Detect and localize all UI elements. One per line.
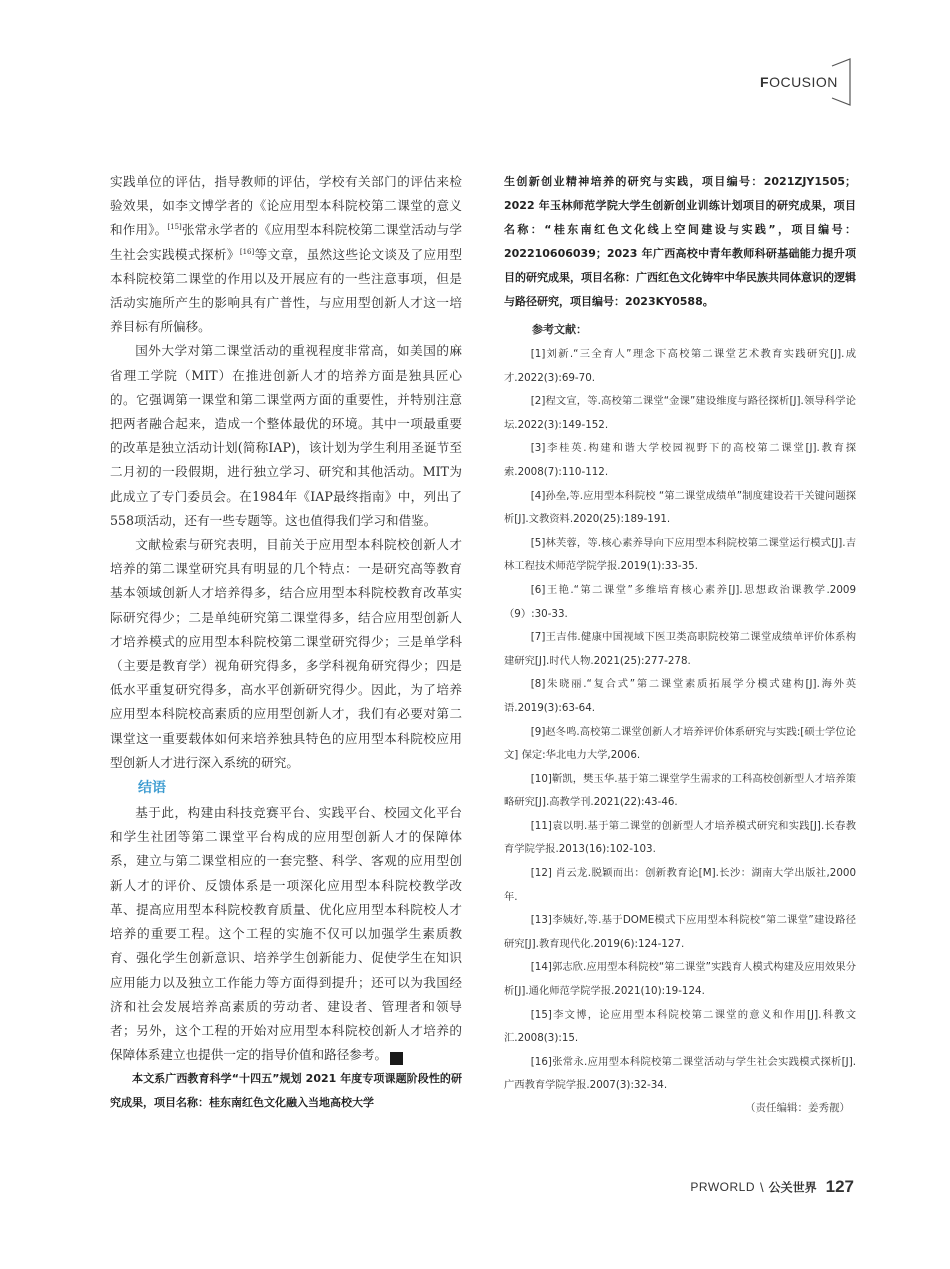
- reference-item: [2]程文宣，等.高校第二课堂“金课”建设维度与路径探析[J].领导科学论坛.2022(3):149-152.: [504, 395, 856, 431]
- pr-end-mark-icon: PR: [390, 1052, 403, 1065]
- paragraph: 国外大学对第二课堂活动的重视程度非常高，如美国的麻省理工学院（MIT）在推进创新人才的培养方面是独具匠心的。它强调第一课堂和第二课堂两方面的重要性，并特别注意把两者融合起来，造成一个整体最优的环境。其中一项最重要的改革是独立活动计划(简称IAP)，该计划为学生利用圣诞节至二月初的一段假期，进行独立学习、研究和其他活动。MIT为此成立了专门委员会。在1984年《IAP最终指南》中，列出了558项活动，还有一些专题等。这也值得我们学习和借鉴。: [110, 343, 462, 528]
- reference-item: [14]郭志欣.应用型本科院校“第二课堂”实践育人模式构建及应用效果分析[J].通化师范学院学报.2021(10):19-124.: [504, 961, 856, 998]
- right-column: [504, 170, 856, 1115]
- footer-brand: PRWORLD: [690, 1180, 755, 1194]
- reference-item: [1]刘新.“三全育人”理念下高校第二课堂艺术教育实践研究[J].成才.2022(3):69-70.: [504, 348, 856, 384]
- reference-item: [5]林芙蓉，等.核心素养导向下应用型本科院校第二课堂运行模式[J].吉林工程技术师范学院学报.2019(1):33-35.: [504, 536, 856, 573]
- reference-item: [15]李文博，论应用型本科院校第二课堂的意义和作用[J].科教文汇.2008(3):15.: [504, 1008, 856, 1045]
- reference-item: [10]靳凯，樊玉华.基于第二课堂学生需求的工科高校创新型人才培养策略研究[J].高教学刊.2021(22):43-46.: [504, 772, 856, 809]
- funding-note: 本文系广西教育科学“十四五”规划 2021 年度专项课题阶段性的研究成果，项目名称：桂东南红色文化融入当地高校大学: [110, 1072, 462, 1110]
- section-header: [760, 58, 856, 106]
- reference-item: [12] 肖云龙.脱颖而出：创新教育论[M].长沙：湖南大学出版社,2000年.: [504, 867, 856, 903]
- conclusion-heading: 结语: [138, 780, 166, 797]
- paragraph: 实践单位的评估，指导教师的评估，学校有关部门的评估来检验效果，如李文博学者的《论应用型本科院校第二课堂的意义和作用》。[15]张常永学者的《应用型本科院校第二课堂活动与学生社会实践模式探析》[16]等文章，虽然这些论文谈及了应用型本科院校第二课堂的作用以及开展应有的一些注意事项，但是活动实施所产生的影响具有广普性，与应用型创新人才这一培养目标有所偏移。: [110, 174, 463, 335]
- reference-item: [9]赵冬鸣.高校第二课堂创新人才培养评价体系研究与实践:[硕士学位论文] 保定:华北电力大学,2006.: [504, 725, 856, 762]
- page-footer: [690, 1177, 854, 1197]
- header-bracket-icon: [830, 58, 856, 106]
- funding-note-continued: 生创新创业精神培养的研究与实践，项目编号：2021ZJY1505；2022 年玉林师范学院大学生创新创业训练计划项目的研究成果，项目名称：“桂东南红色文化线上空间建设与实践”，项目编号：202210606039；2023 年广西高校中青年教师科研基础能力提升项目的研究成果，项目名称：广西红色文化铸牢中华民族共同体意识的逻辑与路径研究，项目编号：2023KY0588。: [504, 175, 856, 308]
- references-list: [504, 343, 856, 1098]
- reference-item: [11]袁以明.基于第二课堂的创新型人才培养模式研究和实践[J].长春教育学院学报.2013(16):102-103.: [504, 819, 856, 856]
- page-number: 127: [825, 1177, 854, 1196]
- reference-item: [13]李姨好,等.基于DOME模式下应用型本科院校“第二课堂”建设路径研究[J].教育现代化.2019(6):124-127.: [504, 914, 856, 950]
- reference-item: [7]王吉伟.健康中国视域下医卫类高职院校第二课堂成绩单评价体系构建研究[J].时代人物.2021(25):277-278.: [504, 631, 856, 667]
- references-title: 参考文献：: [532, 323, 587, 336]
- footer-magazine-name: 公关世界: [768, 1180, 817, 1195]
- reference-item: [4]孙垒,等.应用型本科院校 “第二课堂成绩单”制度建设若干关键问题探析[J].文教资料.2020(25):189-191.: [504, 489, 856, 526]
- left-column: [110, 170, 462, 1115]
- editor-note: （责任编辑：姜秀靓）: [745, 1102, 850, 1114]
- reference-item: [16]张常永.应用型本科院校第二课堂活动与学生社会实践模式探析[J].广西教育学院学报.2007(3):32-34.: [504, 1055, 856, 1092]
- reference-item: [3]李桂英.构建和谐大学校园视野下的高校第二课堂[J].教育探索.2008(7):110-112.: [504, 442, 856, 478]
- paragraph: 文献检索与研究表明，目前关于应用型本科院校创新人才培养的第二课堂研究具有明显的几个特点：一是研究高等教育基本领域创新人才培养得多，结合应用型本科院校教育改革实际研究得少；二是单纯研究第二课堂得多，结合应用型创新人才培养模式的应用型本科院校第二课堂研究得少；三是单学科（主要是教育学）视角研究得多，多学科视角研究得少；四是低水平重复研究得多，高水平创新研究得少。因此，为了培养应用型本科院校高素质的应用型创新人才，我们有必要对第二课堂这一重要载体如何来培养独具特色的应用型本科院校应用型创新人才进行深入系统的研究。: [110, 537, 462, 770]
- reference-item: [6]王艳.“第二课堂”多维培育核心素养[J].思想政治课教学.2009（9）:30-33.: [504, 583, 856, 620]
- footer-separator: \: [759, 1179, 764, 1195]
- paragraph: 基于此，构建由科技竞赛平台、实践平台、校园文化平台和学生社团等第二课堂平台构成的应用型创新人才的保障体系，建立与第二课堂相应的一套完整、科学、客观的应用型创新人才的评价、反馈体系是一项深化应用型本科院校教学改革、提高应用型本科院校教育质量、优化应用型本科院校人才培养的重要工程。这个工程的实施不仅可以加强学生素质教育、强化学生创新意识、培养学生创新能力、促使学生在知识应用能力以及独立工作能力等方面得到提升；还可以为我国经济和社会发展培养高素质的劳动者、建设者、管理者和领导者；另外，这个工程的开始对应用型本科院校创新人才培养的保障体系建立也提供一定的指导价值和路径参考。 PR: [110, 801, 462, 1067]
- section-label: FOCUSION: [760, 74, 838, 90]
- reference-item: [8]朱晓丽.“复合式”第二课堂素质拓展学分模式建构[J].海外英语.2019(3):63-64.: [504, 678, 856, 714]
